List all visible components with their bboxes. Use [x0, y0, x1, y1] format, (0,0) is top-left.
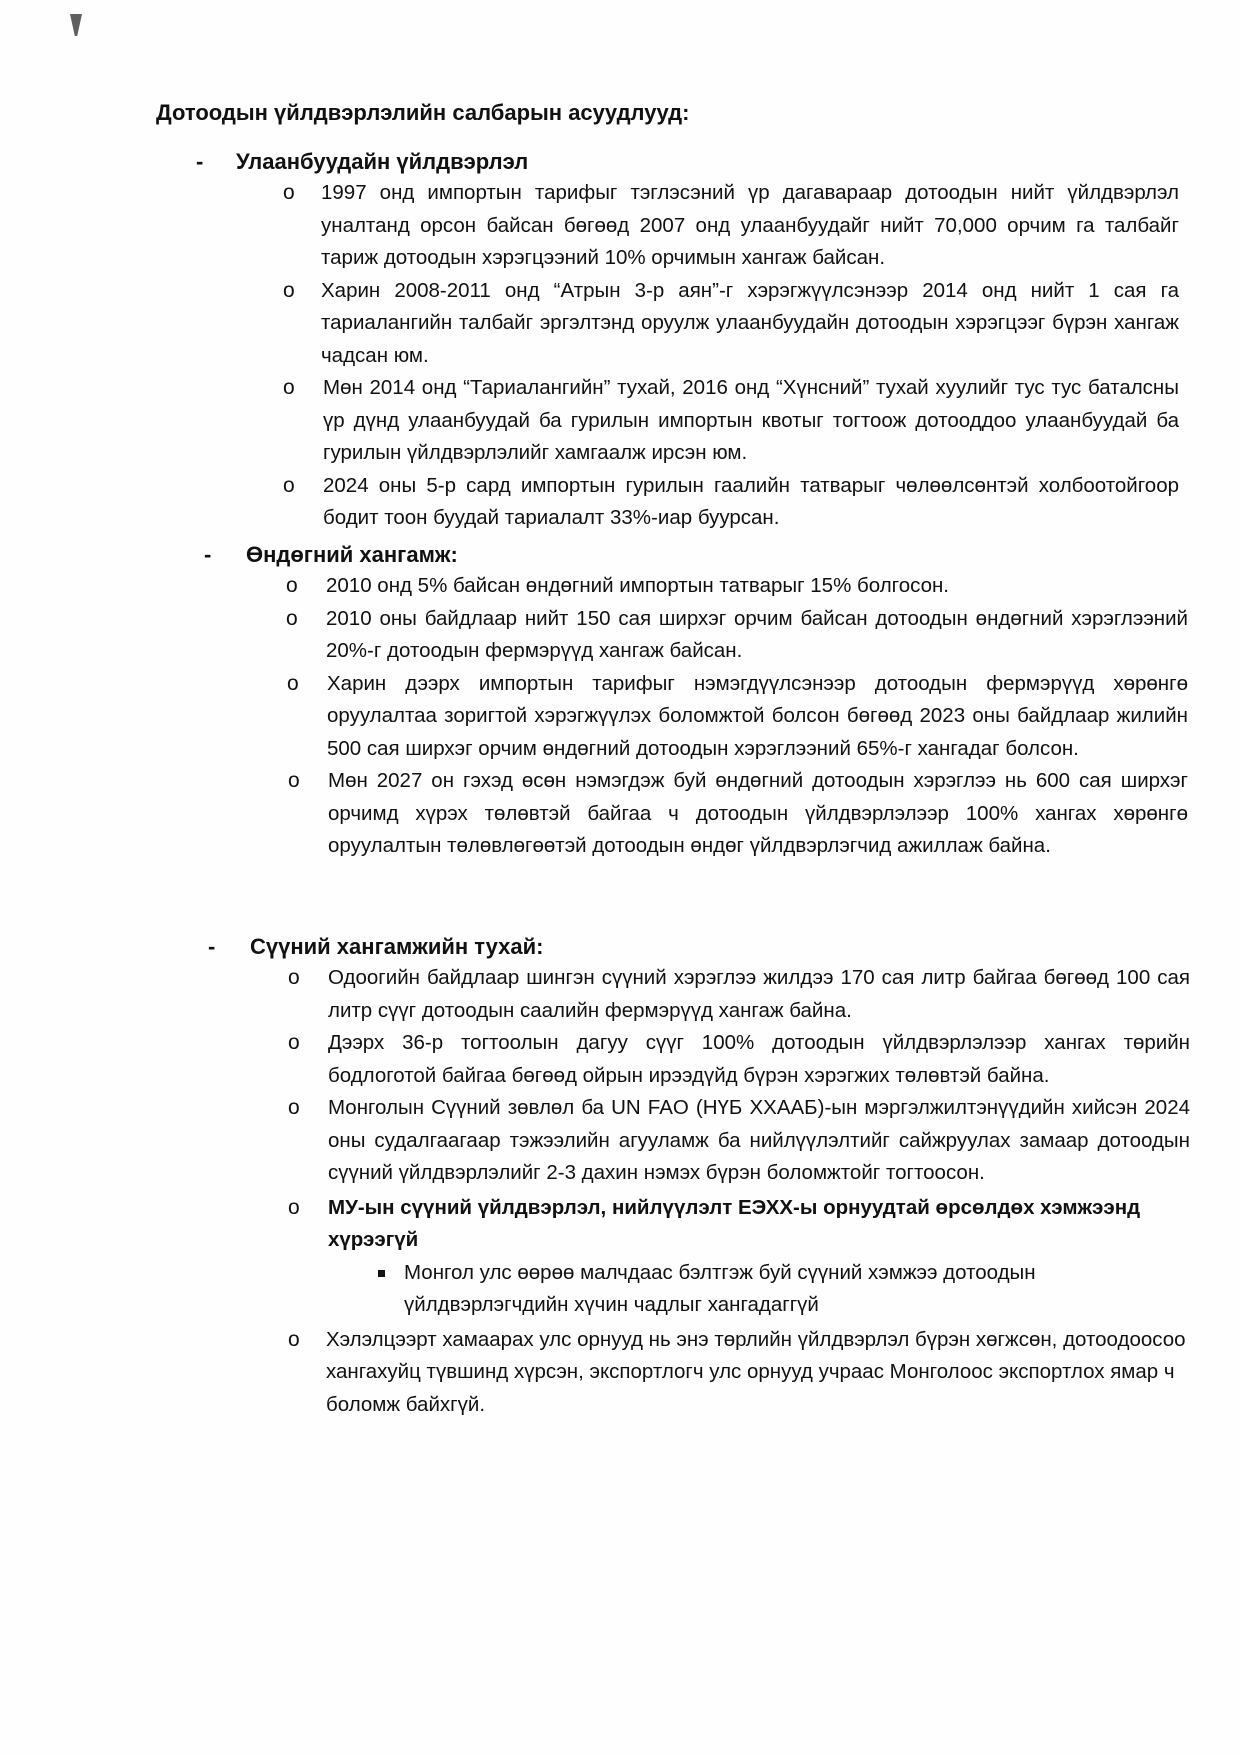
list-item-text: Мөн 2027 он гэхэд өсөн нэмэгдэж буй өндөгний дотоодын хэрэглээ нь 600 сая ширхэг орчимд хүрэх төлөвтэй байгаа ч дотоодын үйлдвэрлэлээр 100% хангах хөрөнгө оруулалтын төлөвлөгөөтэй дотоодын өндөг үйлдвэрлэгчид ажиллаж байна. — [328, 769, 1188, 857]
list-item — [283, 177, 1179, 275]
sub-list-item-text: Монгол улс өөрөө малчдаас бэлтгэж буй сүүний хэмжээ дотоодын үйлдвэрлэгчдийн хүчин чадлыг хангадаггүй — [404, 1260, 1036, 1316]
list-item — [286, 570, 1188, 603]
list-item-text: 2024 оны 5-р сард импортын гурилын гаалийн татварыг чөлөөлсөнтэй холбоотойгоор бодит тоон буудай тариалалт 33%-иар буурсан. — [323, 473, 1179, 529]
section-title-wheat: Улаанбуудайн үйлдвэрлэл — [236, 149, 529, 174]
sub-list-item — [404, 1257, 1144, 1322]
circle-bullet: o — [283, 473, 295, 497]
list-item-text: Дээрх 36-р тогтоолын дагуу сүүг 100% дотоодын үйлдвэрлэлээр хангах төрийн бодлоготой байгаа бөгөөд ойрын ирээдүйд бүрэн хэрэгжих төлөвтэй байна. — [328, 1031, 1190, 1087]
list-item — [288, 1192, 1190, 1257]
list-item — [283, 275, 1179, 373]
circle-bullet: o — [288, 1195, 300, 1219]
circle-bullet: o — [288, 1096, 300, 1119]
list-item — [283, 470, 1179, 535]
list-item-text: 1997 онд импортын тарифыг тэглэсэний үр дагавараар дотоодын нийт үйлдвэрлэл уналтанд орсон байсан бөгөөд 2007 онд улаанбуудайг нийт 70,000 орчим га талбайг тариж дотоодын хэрэгцээний 10% орчимын хангаж байсан. — [321, 181, 1179, 269]
list-item-text: МУ-ын сүүний үйлдвэрлэл, нийлүүлэлт ЕЭХХ-ы орнуудтай өрсөлдөх хэмжээнд хүрээгүй — [328, 1195, 1141, 1251]
section-title-eggs: Өндөгний хангамж: — [246, 542, 458, 567]
list-item — [283, 372, 1179, 470]
section-dash: - — [196, 149, 204, 174]
scan-artifact-mark — [70, 14, 82, 36]
circle-bullet: o — [283, 181, 295, 204]
circle-bullet: o — [288, 1327, 300, 1351]
list-item-text: Харин дээрх импортын тарифыг нэмэгдүүлсэнээр дотоодын фермэрүүд хөрөнгө оруулалтаа зоригтой хэрэгжүүлэх боломжтой болсон бөгөөд 2023 оны байдлаар жилийн 500 сая ширхэг орчим өндөгний дотоодын хэрэглээний 65%-г хангадаг болсон. — [327, 671, 1188, 760]
list-item — [288, 1027, 1190, 1092]
section-milk — [0, 930, 1240, 1421]
circle-bullet: o — [287, 671, 299, 695]
list-item — [288, 1092, 1190, 1190]
list-item — [288, 1324, 1190, 1422]
circle-bullet: o — [288, 966, 300, 989]
circle-bullet: o — [288, 769, 300, 792]
section-dash: - — [208, 934, 216, 959]
section-dash: - — [204, 542, 212, 567]
list-item — [288, 962, 1190, 1027]
square-bullet-icon — [378, 1270, 385, 1277]
list-item-text: Мөн 2014 онд “Тариалангийн” тухай, 2016 онд “Хүнсний” тухай хуулийг тус тус баталсны үр дүнд улаанбуудай ба гурилын импортын квотыг тогтоож дотооддоо улаанбуудай ба гурилын үйлдвэрлэлийг хамгаалж ирсэн юм. — [323, 376, 1179, 464]
list-item-text: 2010 оны байдлаар нийт 150 сая ширхэг орчим байсан дотоодын өндөгний хэрэглээний 20%-г дотоодын фермэрүүд хангаж байсан. — [326, 606, 1188, 662]
list-item-text: 2010 онд 5% байсан өндөгний импортын татварыг 15% болгосон. — [326, 574, 949, 597]
circle-bullet: o — [286, 574, 298, 597]
circle-bullet: o — [283, 376, 295, 399]
circle-bullet: o — [286, 606, 298, 630]
list-item — [287, 668, 1188, 766]
document-title: Дотоодын үйлдвэрлэлийн салбарын асуудлууд: — [156, 100, 690, 125]
circle-bullet: o — [283, 278, 295, 302]
list-item — [288, 765, 1188, 863]
circle-bullet: o — [288, 1031, 300, 1054]
list-item — [286, 603, 1188, 668]
list-item-text: Хэлэлцээрт хамаарах улс орнууд нь энэ төрлийн үйлдвэрлэл бүрэн хөгжсөн, дотоодоосоо хангахуйц түвшинд хүрсэн, экспортлогч улс орнууд учраас Монголоос экспортлох ямар ч боломж байхгүй. — [326, 1327, 1186, 1416]
list-item-text: Харин 2008-2011 онд “Атрын 3-р аян”-г хэрэгжүүлсэнээр 2014 онд нийт 1 сая га тариалангийн талбайг эргэлтэнд оруулж улаанбуудайн дотоодын хэрэгцээг бүрэн хангаж чадсан юм. — [321, 278, 1179, 367]
list-item-text: Монголын Сүүний зөвлөл ба UN FAO (НҮБ ХХААБ)-ын мэргэлжилтэнүүдийн хийсэн 2024 оны судалгаагаар тэжээлийн агууламж ба нийлүүлэлтийг сайжруулах замаар дотоодын сүүний үйлдвэрлэлийг 2-3 дахин нэмэх бүрэн боломжтойг тогтоосон. — [328, 1096, 1190, 1184]
section-wheat — [0, 145, 1240, 535]
section-title-milk: Сүүний хангамжийн тухай: — [250, 934, 544, 959]
list-item-text: Одоогийн байдлаар шингэн сүүний хэрэглээ жилдээ 170 сая литр байгаа бөгөөд 100 сая литр сүүг дотоодын саалийн фермэрүүд хангаж байна. — [328, 966, 1190, 1022]
section-eggs — [0, 538, 1240, 863]
